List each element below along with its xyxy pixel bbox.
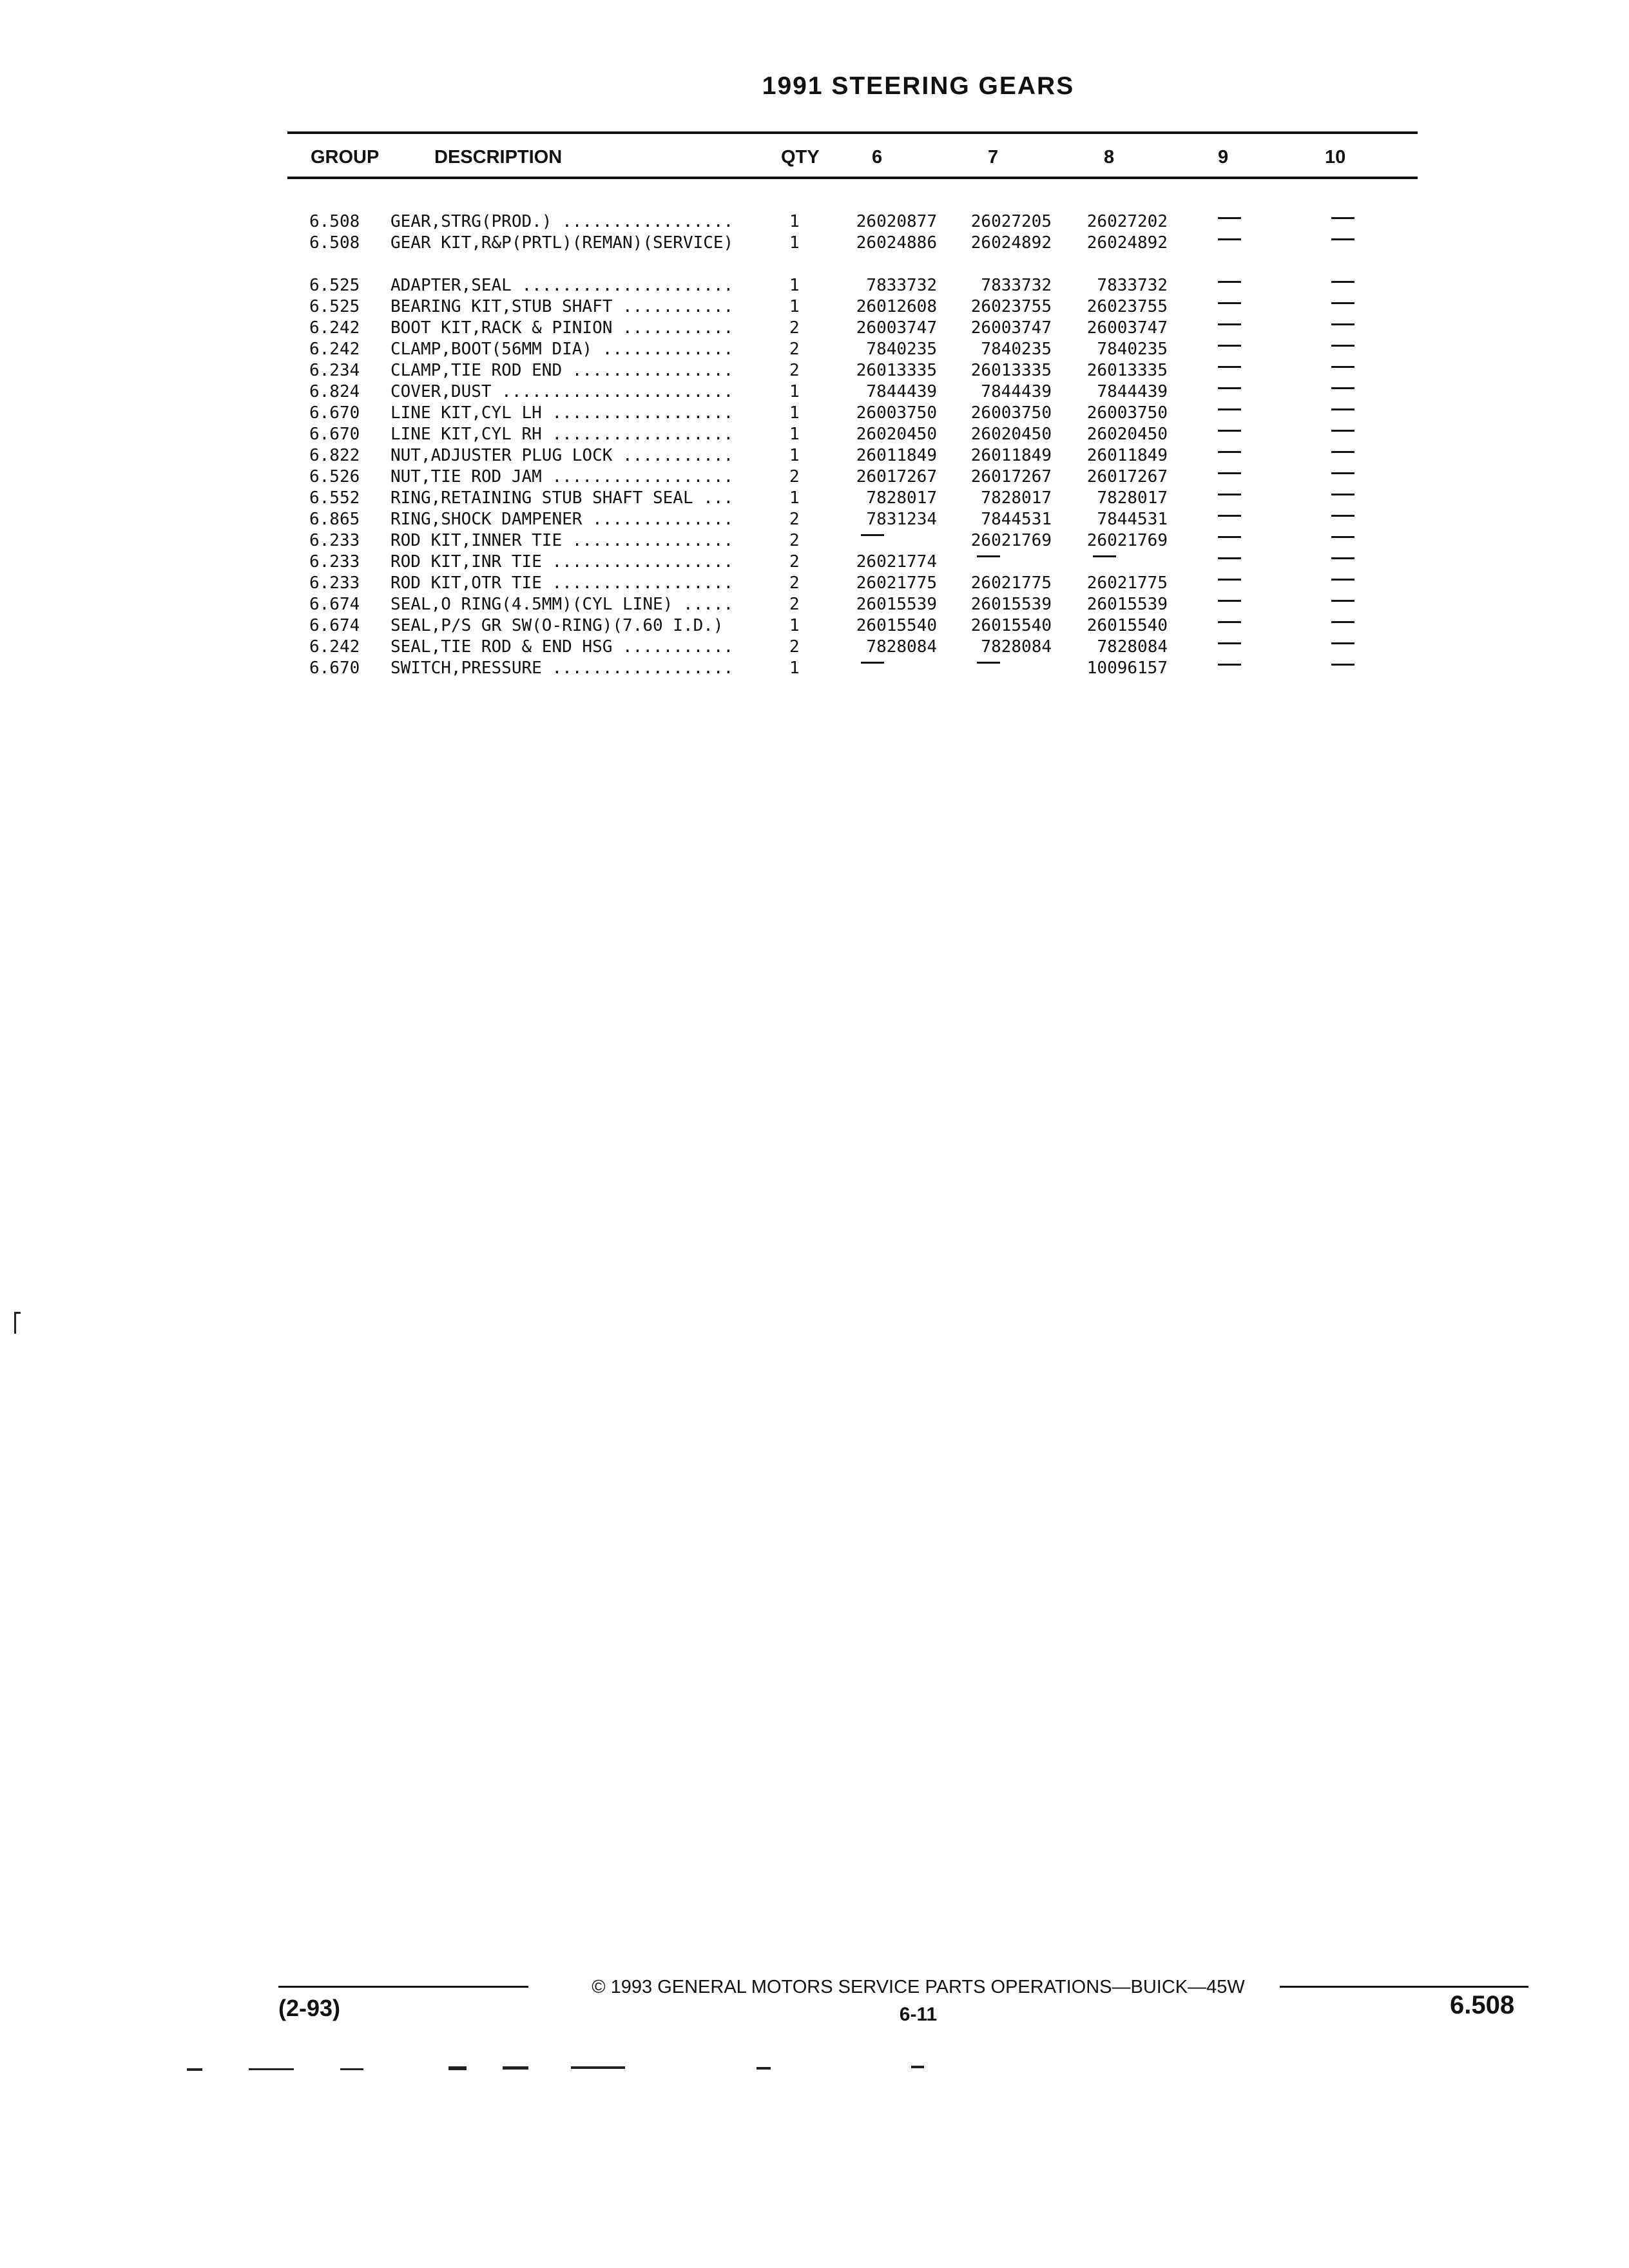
cell-group: 6.233: [309, 552, 360, 572]
scan-artifact: [340, 2068, 363, 2070]
table-row: [0, 658, 1629, 679]
table-row: [0, 509, 1629, 530]
cell-qty: 1: [789, 233, 800, 253]
cell-c7: 7844439: [981, 382, 1052, 401]
table-row: [0, 488, 1629, 509]
cell-c7: 7840235: [981, 340, 1052, 359]
cell-group: 6.674: [309, 616, 360, 635]
cell-c8: 26023755: [1086, 297, 1168, 316]
cell-c6: 26020877: [856, 212, 937, 231]
cell-description: CLAMP,BOOT(56MM DIA) .............: [390, 340, 734, 359]
scan-artifact: [249, 2068, 294, 2070]
footer-copyright: © 1993 GENERAL MOTORS SERVICE PARTS OPERATIONS—BUICK—45W: [592, 1977, 1245, 1997]
cell-c9-dash: [1218, 451, 1241, 453]
table-row: [0, 530, 1629, 552]
cell-c6: 26015540: [856, 616, 937, 635]
cell-description: LINE KIT,CYL LH ..................: [390, 403, 734, 423]
scan-artifact: [757, 2067, 771, 2070]
cell-c7: 26020450: [970, 425, 1052, 444]
cell-c10-dash: [1331, 408, 1354, 410]
cell-c8: 26017267: [1086, 467, 1168, 486]
cell-c9-dash: [1218, 579, 1241, 581]
cell-c7: 26024892: [970, 233, 1052, 253]
cell-c7: 26015539: [970, 595, 1052, 614]
cell-qty: 1: [789, 488, 800, 508]
cell-c7: 26021769: [970, 531, 1052, 550]
cell-group: 6.670: [309, 403, 360, 423]
cell-c6: 26015539: [856, 595, 937, 614]
cell-group: 6.242: [309, 637, 360, 657]
cell-c9-dash: [1218, 536, 1241, 538]
cell-c10-dash: [1331, 238, 1354, 240]
table-row: [0, 637, 1629, 658]
scan-artifact: [187, 2068, 202, 2071]
cell-c6: 26021774: [856, 552, 937, 572]
cell-description: SEAL,O RING(4.5MM)(CYL LINE) .....: [390, 595, 734, 614]
header-bottom-rule: [287, 177, 1418, 179]
cell-c6: 7831234: [866, 510, 937, 529]
cell-c9-dash: [1218, 387, 1241, 389]
cell-c7: 26017267: [970, 467, 1052, 486]
col-header-qty: QTY: [781, 147, 820, 168]
cell-c10-dash: [1331, 366, 1354, 368]
header-top-rule: [287, 131, 1418, 134]
cell-c8: 26021775: [1086, 573, 1168, 593]
cell-c8: 26013335: [1086, 361, 1168, 380]
cell-c6: 26024886: [856, 233, 937, 253]
cell-c9-dash: [1218, 664, 1241, 666]
scan-artifact: [503, 2066, 528, 2070]
cell-description: RING,SHOCK DAMPENER ..............: [390, 510, 734, 529]
cell-c8: 26011849: [1086, 446, 1168, 465]
cell-c10-dash: [1331, 345, 1354, 347]
cell-c9-dash: [1218, 366, 1241, 368]
cell-c9-dash: [1218, 642, 1241, 644]
footer-group-number: 6.508: [1450, 1991, 1515, 2019]
cell-description: NUT,ADJUSTER PLUG LOCK ...........: [390, 446, 734, 465]
cell-c6: 7833732: [866, 276, 937, 295]
cell-c8: 26003750: [1086, 403, 1168, 423]
table-row: [0, 403, 1629, 424]
cell-description: COVER,DUST .......................: [390, 382, 734, 401]
cell-c8: 26027202: [1086, 212, 1168, 231]
cell-group: 6.824: [309, 382, 360, 401]
cell-qty: 1: [789, 297, 800, 316]
cell-c10-dash: [1331, 557, 1354, 559]
cell-c8: 26015540: [1086, 616, 1168, 635]
cell-c10-dash: [1331, 430, 1354, 432]
cell-c9-dash: [1218, 217, 1241, 219]
cell-c8: 7828084: [1097, 637, 1168, 657]
cell-group: 6.242: [309, 340, 360, 359]
table-row: [0, 424, 1629, 445]
cell-c9-dash: [1218, 430, 1241, 432]
cell-c6-dash: [861, 662, 884, 664]
cell-c7-dash: [977, 555, 1000, 557]
cell-c10-dash: [1331, 451, 1354, 453]
table-row: [0, 339, 1629, 360]
cell-qty: 2: [789, 552, 800, 572]
table-row: [0, 445, 1629, 466]
cell-description: GEAR,STRG(PROD.) .................: [390, 212, 734, 231]
cell-qty: 1: [789, 212, 800, 231]
cell-description: BOOT KIT,RACK & PINION ...........: [390, 318, 734, 338]
cell-description: SEAL,TIE ROD & END HSG ...........: [390, 637, 734, 657]
cell-c10-dash: [1331, 387, 1354, 389]
cell-c9-dash: [1218, 323, 1241, 325]
cell-c6-dash: [861, 534, 884, 536]
cell-c9-dash: [1218, 621, 1241, 623]
cell-group: 6.526: [309, 467, 360, 486]
cell-c7: 26013335: [970, 361, 1052, 380]
cell-c9-dash: [1218, 238, 1241, 240]
cell-c6: 26003747: [856, 318, 937, 338]
cell-group: 6.234: [309, 361, 360, 380]
cell-description: ROD KIT,INR TIE ..................: [390, 552, 734, 572]
cell-c10-dash: [1331, 621, 1354, 623]
cell-group: 6.670: [309, 658, 360, 678]
cell-c9-dash: [1218, 472, 1241, 474]
scan-artifact: [14, 1312, 16, 1334]
cell-c8: 26020450: [1086, 425, 1168, 444]
cell-c6: 26021775: [856, 573, 937, 593]
cell-c9-dash: [1218, 515, 1241, 517]
cell-c9-dash: [1218, 494, 1241, 495]
table-row: [0, 615, 1629, 637]
cell-description: BEARING KIT,STUB SHAFT ...........: [390, 297, 734, 316]
cell-c10-dash: [1331, 494, 1354, 495]
scan-artifact: [14, 1312, 21, 1314]
cell-group: 6.508: [309, 212, 360, 231]
cell-c9-dash: [1218, 302, 1241, 304]
cell-c6: 7828084: [866, 637, 937, 657]
cell-group: 6.670: [309, 425, 360, 444]
cell-qty: 2: [789, 531, 800, 550]
table-row: [0, 318, 1629, 339]
cell-qty: 1: [789, 658, 800, 678]
scan-artifact: [448, 2066, 467, 2070]
table-row: [0, 275, 1629, 296]
cell-qty: 2: [789, 510, 800, 529]
cell-c6: 7840235: [866, 340, 937, 359]
col-header-6: 6: [872, 147, 883, 168]
table-row: [0, 211, 1629, 233]
cell-qty: 1: [789, 446, 800, 465]
col-header-group: GROUP: [311, 147, 380, 168]
cell-group: 6.822: [309, 446, 360, 465]
cell-c7: 26003750: [970, 403, 1052, 423]
cell-c8: 10096157: [1086, 658, 1168, 678]
cell-qty: 2: [789, 595, 800, 614]
col-header-8: 8: [1104, 147, 1115, 168]
table-row: [0, 360, 1629, 381]
cell-description: ROD KIT,OTR TIE ..................: [390, 573, 734, 593]
cell-group: 6.233: [309, 573, 360, 593]
table-row: [0, 233, 1629, 254]
cell-c7: 26011849: [970, 446, 1052, 465]
cell-description: SEAL,P/S GR SW(O-RING)(7.60 I.D.): [390, 616, 724, 635]
cell-c9-dash: [1218, 408, 1241, 410]
cell-c7-dash: [977, 662, 1000, 664]
cell-description: SWITCH,PRESSURE ..................: [390, 658, 734, 678]
cell-group: 6.242: [309, 318, 360, 338]
cell-description: LINE KIT,CYL RH ..................: [390, 425, 734, 444]
col-header-9: 9: [1218, 147, 1229, 168]
cell-group: 6.233: [309, 531, 360, 550]
cell-c7: 26021775: [970, 573, 1052, 593]
cell-c7: 7833732: [981, 276, 1052, 295]
cell-qty: 2: [789, 573, 800, 593]
cell-group: 6.508: [309, 233, 360, 253]
cell-c8: 7840235: [1097, 340, 1168, 359]
cell-c8: 7844531: [1097, 510, 1168, 529]
table-row: [0, 594, 1629, 615]
cell-c10-dash: [1331, 472, 1354, 474]
cell-c9-dash: [1218, 345, 1241, 347]
cell-c6: 26020450: [856, 425, 937, 444]
cell-c8: 26003747: [1086, 318, 1168, 338]
table-row: [0, 296, 1629, 318]
page-title: 1991 STEERING GEARS: [762, 72, 1075, 100]
cell-c9-dash: [1218, 600, 1241, 602]
cell-qty: 1: [789, 276, 800, 295]
cell-description: CLAMP,TIE ROD END ................: [390, 361, 734, 380]
cell-c9-dash: [1218, 557, 1241, 559]
table-row: [0, 381, 1629, 403]
table-row: [0, 466, 1629, 488]
cell-c7: 26003747: [970, 318, 1052, 338]
col-header-7: 7: [988, 147, 999, 168]
cell-c7: 7828017: [981, 488, 1052, 508]
cell-c10-dash: [1331, 217, 1354, 219]
cell-c10-dash: [1331, 642, 1354, 644]
cell-c10-dash: [1331, 600, 1354, 602]
cell-group: 6.525: [309, 276, 360, 295]
cell-qty: 2: [789, 318, 800, 338]
cell-description: GEAR KIT,R&P(PRTL)(REMAN)(SERVICE): [390, 233, 734, 253]
table-row: [0, 552, 1629, 573]
cell-c10-dash: [1331, 323, 1354, 325]
cell-description: ROD KIT,INNER TIE ................: [390, 531, 734, 550]
cell-c10-dash: [1331, 281, 1354, 283]
cell-c6: 26012608: [856, 297, 937, 316]
cell-c6: 26003750: [856, 403, 937, 423]
cell-qty: 1: [789, 616, 800, 635]
cell-c7: 7828084: [981, 637, 1052, 657]
cell-c8-dash: [1093, 555, 1116, 557]
col-header-10: 10: [1325, 147, 1346, 168]
cell-group: 6.525: [309, 297, 360, 316]
cell-c10-dash: [1331, 536, 1354, 538]
cell-c9-dash: [1218, 281, 1241, 283]
cell-c7: 26015540: [970, 616, 1052, 635]
cell-c6: 7828017: [866, 488, 937, 508]
cell-group: 6.552: [309, 488, 360, 508]
cell-qty: 1: [789, 425, 800, 444]
cell-group: 6.674: [309, 595, 360, 614]
cell-c7: 26023755: [970, 297, 1052, 316]
cell-c6: 26017267: [856, 467, 937, 486]
cell-c10-dash: [1331, 515, 1354, 517]
scan-artifact: [571, 2066, 625, 2069]
footer-date-code: (2-93): [278, 1995, 341, 2021]
cell-c6: 26011849: [856, 446, 937, 465]
cell-c8: 7844439: [1097, 382, 1168, 401]
cell-c8: 26024892: [1086, 233, 1168, 253]
cell-qty: 2: [789, 340, 800, 359]
cell-qty: 1: [789, 403, 800, 423]
cell-group: 6.865: [309, 510, 360, 529]
cell-c8: 7833732: [1097, 276, 1168, 295]
cell-qty: 1: [789, 382, 800, 401]
cell-qty: 2: [789, 637, 800, 657]
cell-qty: 2: [789, 361, 800, 380]
col-header-description: DESCRIPTION: [434, 147, 563, 168]
cell-c7: 7844531: [981, 510, 1052, 529]
scan-artifact: [911, 2066, 924, 2068]
cell-c10-dash: [1331, 664, 1354, 666]
cell-description: ADAPTER,SEAL .....................: [390, 276, 734, 295]
cell-c10-dash: [1331, 302, 1354, 304]
cell-c8: 26015539: [1086, 595, 1168, 614]
footer-page-number: 6-11: [899, 2004, 938, 2025]
cell-c8: 7828017: [1097, 488, 1168, 508]
cell-c6: 7844439: [866, 382, 937, 401]
cell-c6: 26013335: [856, 361, 937, 380]
cell-description: RING,RETAINING STUB SHAFT SEAL ...: [390, 488, 734, 508]
cell-c10-dash: [1331, 579, 1354, 581]
cell-c7: 26027205: [970, 212, 1052, 231]
table-row: [0, 573, 1629, 594]
cell-c8: 26021769: [1086, 531, 1168, 550]
cell-description: NUT,TIE ROD JAM ..................: [390, 467, 734, 486]
cell-qty: 2: [789, 467, 800, 486]
